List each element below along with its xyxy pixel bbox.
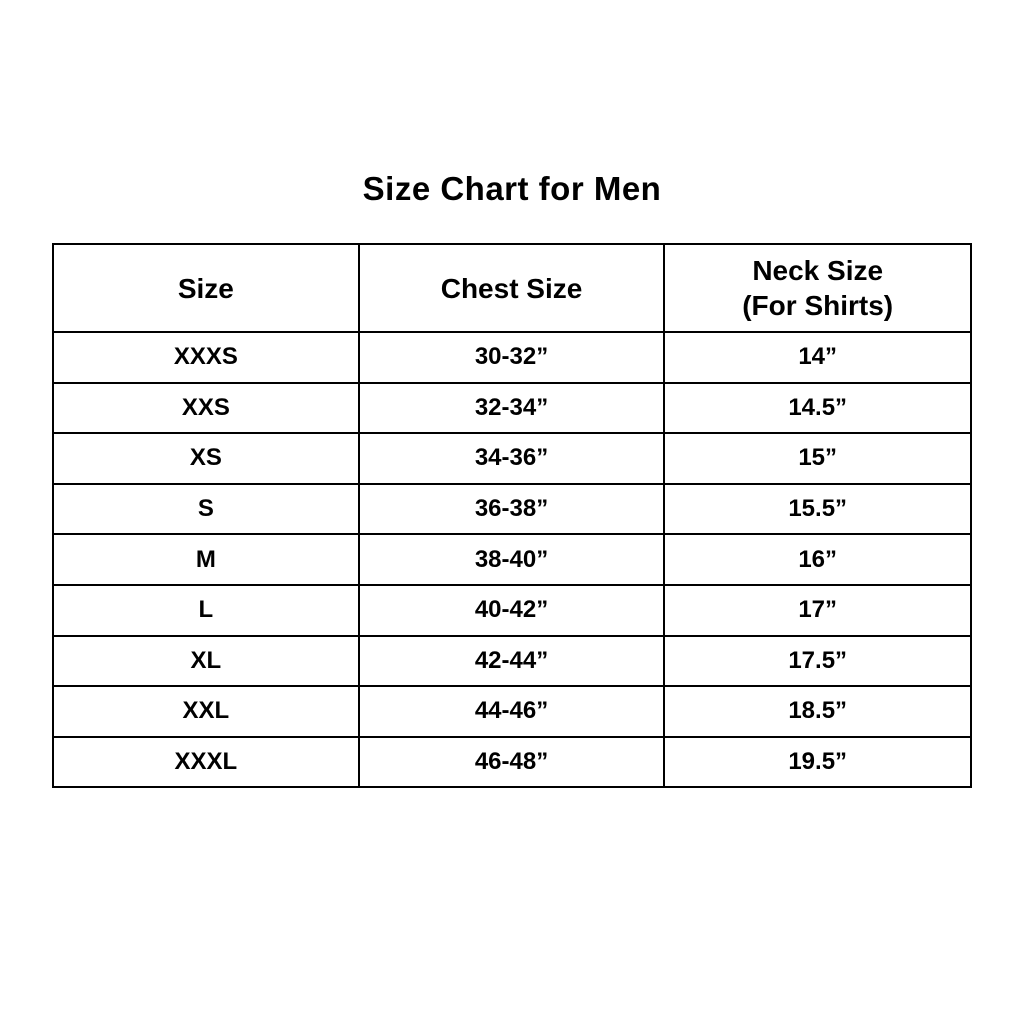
neck-size-cell: 15.5” [664,484,971,535]
size-cell: XS [53,433,359,484]
table-row [53,737,971,788]
neck-size-cell: 14.5” [664,383,971,434]
column-header-chest-size: Chest Size [359,244,665,332]
table-row [53,433,971,484]
table-header-row [53,244,971,332]
chest-size-cell: 44-46” [359,686,665,737]
chest-size-cell: 40-42” [359,585,665,636]
size-cell: XXL [53,686,359,737]
chest-size-cell: 46-48” [359,737,665,788]
table-row [53,585,971,636]
page-title: Size Chart for Men [362,170,662,207]
chest-size-cell: 32-34” [359,383,665,434]
neck-size-cell: 15” [664,433,971,484]
column-header-size: Size [53,244,359,332]
size-cell: M [53,534,359,585]
size-chart-table [52,243,972,788]
table-row [53,686,971,737]
chest-size-cell: 30-32” [359,332,665,383]
table-row [53,636,971,687]
neck-size-cell: 17.5” [664,636,971,687]
table-row [53,534,971,585]
neck-size-header-line1: Neck Size [752,255,884,286]
chest-size-cell: 34-36” [359,433,665,484]
chest-size-cell: 36-38” [359,484,665,535]
size-cell: XXXL [53,737,359,788]
neck-size-header-line2: (For Shirts) [742,290,894,321]
size-table-body [53,332,971,787]
neck-size-cell: 19.5” [664,737,971,788]
size-cell: XL [53,636,359,687]
chest-size-cell: 38-40” [359,534,665,585]
size-cell: XXXS [53,332,359,383]
table-row [53,332,971,383]
size-cell: L [53,585,359,636]
chest-size-cell: 42-44” [359,636,665,687]
table-row [53,484,971,535]
size-cell: S [53,484,359,535]
neck-size-cell: 14” [664,332,971,383]
neck-size-cell: 16” [664,534,971,585]
size-cell: XXS [53,383,359,434]
column-header-neck-size [664,244,971,332]
table-row [53,383,971,434]
neck-size-cell: 17” [664,585,971,636]
neck-size-cell: 18.5” [664,686,971,737]
